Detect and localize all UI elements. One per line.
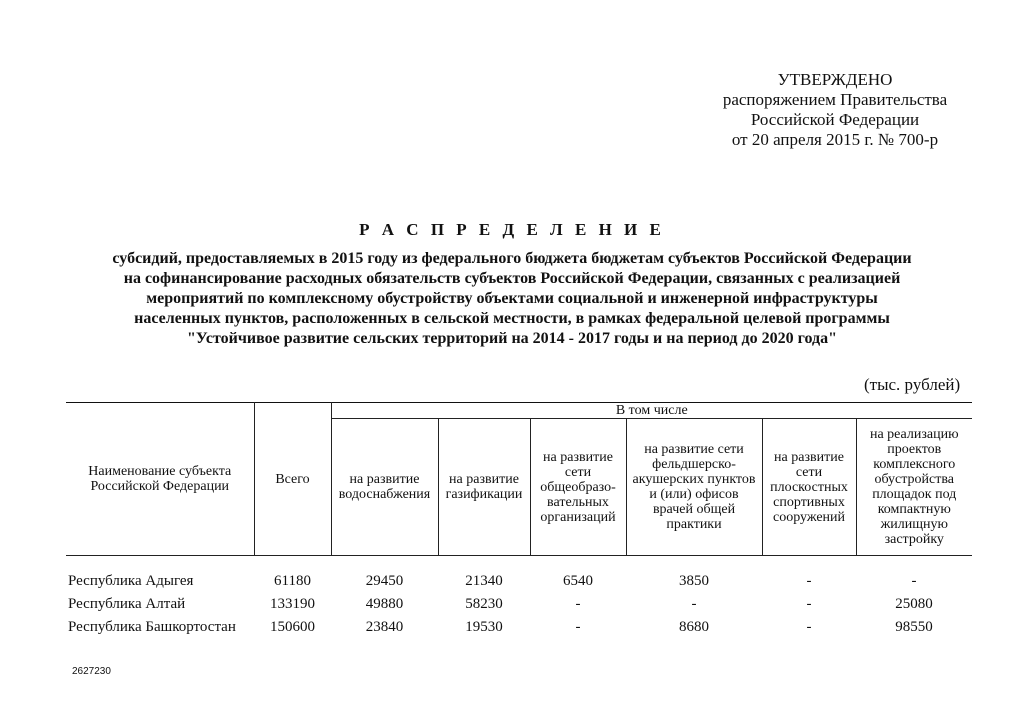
region-name: Республика Адыгея — [68, 573, 194, 589]
approval-line: Российской Федерации — [750, 110, 920, 129]
cell-value: 25080 — [895, 596, 933, 612]
region-name: Республика Башкортостан — [68, 619, 236, 635]
column-header-gas: на развитие газификации — [438, 419, 530, 556]
cell-total: 61180 — [274, 573, 311, 589]
subtitle-line: "Устойчивое развитие сельских территорий на 2014 - 2017 годы и на период до 2020 года" — [187, 330, 837, 347]
cell-value: - — [806, 619, 812, 635]
column-header-total: Всего — [254, 403, 331, 556]
column-header-housing: на реализацию проектов комплексного обустройства площадок под компактную жилищную застройку — [856, 419, 972, 556]
cell-value: 58230 — [465, 596, 503, 612]
column-header-sports: на развитие сети плоскостных спортивных сооружений — [762, 419, 856, 556]
cell-total: 150600 — [270, 619, 315, 635]
cell-value: 23840 — [365, 619, 404, 635]
cell-value: - — [691, 596, 697, 612]
column-header-schools: на развитие сети общеобразо-вательных организаций — [530, 419, 626, 556]
cell-value: 98550 — [895, 619, 933, 635]
cell-value: - — [575, 619, 581, 635]
subsidy-table — [66, 402, 972, 639]
subtitle-line: субсидий, предоставляемых в 2015 году из федерального бюджета бюджетам субъектов Российской Федерации — [112, 250, 912, 267]
cell-value: - — [806, 596, 812, 612]
units-label: (тыс. рублей) — [864, 375, 961, 394]
table-row — [66, 556, 972, 594]
subtitle-line: населенных пунктов, расположенных в сельской местности, в рамках федеральной целевой программы — [134, 310, 890, 327]
cell-value: 8680 — [679, 619, 709, 635]
approval-block — [700, 70, 970, 150]
cell-value: 49880 — [365, 596, 404, 612]
region-name: Республика Алтай — [68, 596, 186, 612]
document-title: Р А С П Р Е Д Е Л Е Н И Е — [359, 220, 665, 239]
table-row — [66, 616, 972, 639]
column-header-medical: на развитие сети фельдшерско-акушерских пунктов и (или) офисов врачей общей практики — [626, 419, 762, 556]
cell-value: 29450 — [365, 573, 404, 589]
approval-line: от 20 апреля 2015 г. № 700-р — [731, 130, 939, 149]
cell-value: 3850 — [679, 573, 709, 589]
cell-value: 21340 — [465, 573, 503, 589]
approval-line: распоряжением Правительства — [722, 90, 948, 109]
cell-value: 19530 — [465, 619, 503, 635]
cell-value: - — [911, 573, 917, 589]
cell-value: - — [806, 573, 812, 589]
column-header-water: на развитие водоснабжения — [331, 419, 438, 556]
document-subtitle — [60, 249, 964, 349]
table-row — [66, 593, 972, 616]
column-header-including: В том числе — [331, 403, 972, 419]
column-header-name: Наименование субъекта Российской Федерации — [66, 403, 254, 556]
approval-heading: УТВЕРЖДЕНО — [777, 70, 893, 89]
cell-value: - — [575, 596, 581, 612]
subtitle-line: на софинансирование расходных обязательств субъектов Российской Федерации, связанных с реализацией — [123, 270, 901, 287]
subtitle-line: мероприятий по комплексному обустройству объектами социальной и инженерной инфраструктуры — [146, 290, 878, 307]
document-code: 2627230 — [72, 666, 111, 677]
cell-total: 133190 — [270, 596, 315, 612]
cell-value: 6540 — [563, 573, 593, 589]
